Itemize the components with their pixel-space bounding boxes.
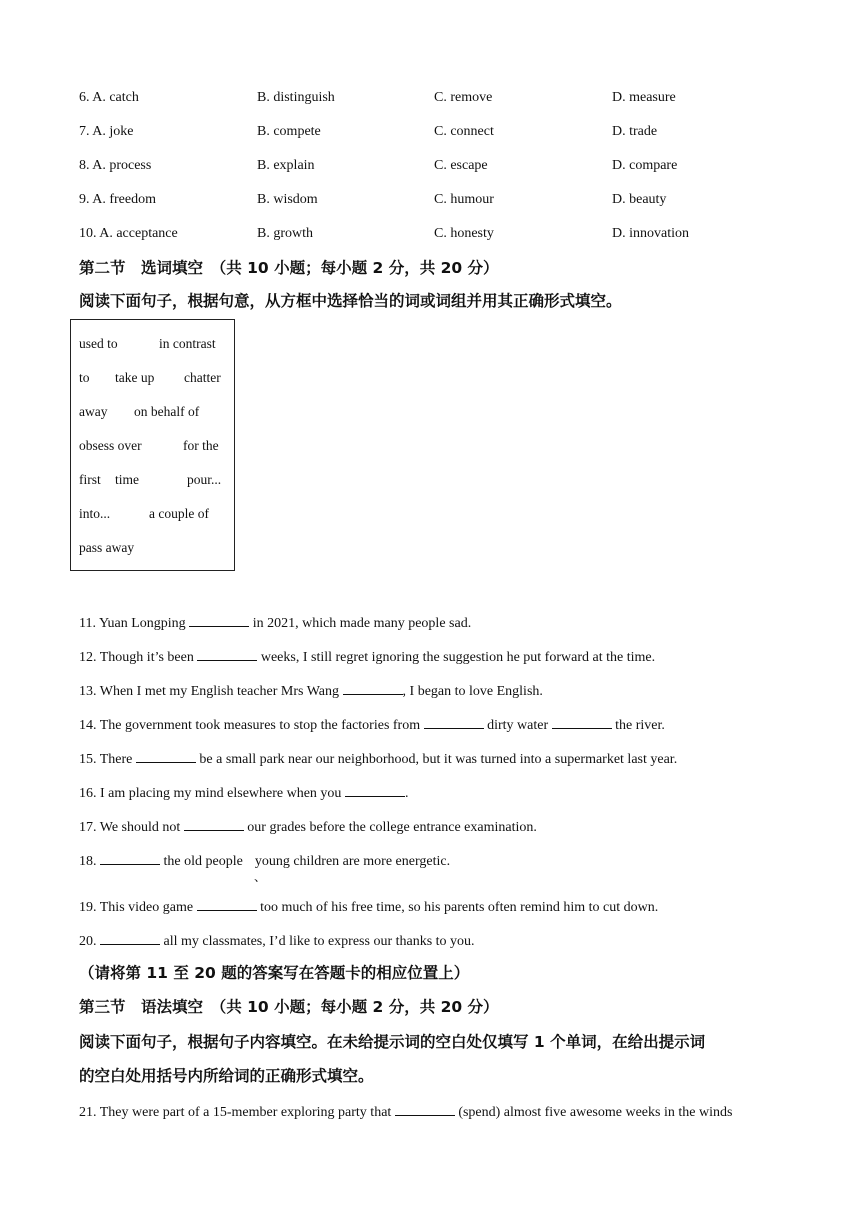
option-d: D. innovation bbox=[612, 226, 689, 241]
question-17 bbox=[79, 818, 537, 836]
option-a: 6. A. catch bbox=[79, 90, 139, 105]
question-text: our grades before the college entrance examination. bbox=[243, 820, 537, 835]
q18-comma: 、 bbox=[254, 870, 267, 884]
answer-blank[interactable] bbox=[189, 614, 249, 627]
section2-instruction: 阅读下面句子，根据句意，从方框中选择恰当的词或词组并用其正确形式填空。 bbox=[79, 292, 622, 310]
question-text: weeks, I still regret ignoring the suggestion he put forward at the time. bbox=[257, 650, 656, 665]
question-13 bbox=[79, 682, 543, 700]
question-11 bbox=[79, 614, 471, 632]
word-item: away bbox=[79, 404, 108, 419]
answer-blank[interactable] bbox=[552, 716, 612, 729]
question-text: 19. This video game bbox=[79, 900, 197, 915]
option-c: C. honesty bbox=[434, 226, 494, 241]
section3-instruction-line2: 的空白处用括号内所给词的正确形式填空。 bbox=[79, 1067, 374, 1085]
section3-heading: 第三节 语法填空 （共 10 小题；每小题 2 分，共 20 分） bbox=[79, 998, 499, 1016]
word-item: first bbox=[79, 472, 101, 487]
question-text: 11. Yuan Longping bbox=[79, 616, 190, 631]
question-text: (spend) almost five awesome weeks in the winds bbox=[454, 1105, 733, 1120]
answer-blank[interactable] bbox=[424, 716, 484, 729]
option-d: D. trade bbox=[612, 124, 658, 139]
answer-blank[interactable] bbox=[343, 682, 403, 695]
question-text: the old people bbox=[160, 854, 243, 869]
question-14 bbox=[79, 716, 665, 734]
option-a: 10. A. acceptance bbox=[79, 226, 178, 241]
option-b: B. wisdom bbox=[257, 192, 318, 207]
word-item: pour... bbox=[187, 472, 222, 487]
question-text: 18. bbox=[79, 854, 100, 869]
option-c: C. escape bbox=[434, 158, 488, 173]
word-item: for the bbox=[183, 438, 219, 453]
section3-instruction-line1: 阅读下面句子，根据句子内容填空。在未给提示词的空白处仅填写 1 个单词，在给出提示词 bbox=[79, 1033, 706, 1051]
answer-blank[interactable] bbox=[197, 898, 257, 911]
question-text: 16. I am placing my mind elsewhere when you bbox=[79, 786, 345, 801]
word-item: chatter bbox=[184, 370, 221, 385]
word-item: to bbox=[79, 370, 90, 385]
option-a: 9. A. freedom bbox=[79, 192, 156, 207]
question-text: young children are more energetic. bbox=[254, 854, 451, 869]
word-item: into... bbox=[79, 506, 111, 521]
question-text: all my classmates, I’d like to express our thanks to you. bbox=[160, 934, 475, 949]
answer-sheet-note: （请将第 11 至 20 题的答案写在答题卡的相应位置上） bbox=[79, 964, 470, 982]
word-item: used to bbox=[79, 336, 118, 351]
word-item: take up bbox=[115, 370, 155, 385]
question-20 bbox=[79, 932, 475, 950]
question-text: 12. Though it’s been bbox=[79, 650, 198, 665]
question-text: the river. bbox=[611, 718, 665, 733]
question-text: 14. The government took measures to stop the factories from bbox=[79, 718, 424, 733]
answer-blank[interactable] bbox=[197, 648, 257, 661]
question-text: 17. We should not bbox=[79, 820, 184, 835]
answer-blank[interactable] bbox=[136, 750, 196, 763]
section2-heading: 第二节 选词填空 （共 10 小题；每小题 2 分，共 20 分） bbox=[79, 259, 499, 277]
option-b: B. growth bbox=[257, 226, 313, 241]
option-c: C. connect bbox=[434, 124, 494, 139]
answer-blank[interactable] bbox=[395, 1103, 455, 1116]
question-text: be a small park near our neighborhood, but it was turned into a supermarket last year. bbox=[195, 752, 678, 767]
answer-blank[interactable] bbox=[184, 818, 244, 831]
option-d: D. measure bbox=[612, 90, 676, 105]
option-b: B. distinguish bbox=[257, 90, 335, 105]
answer-blank[interactable] bbox=[100, 852, 160, 865]
question-12 bbox=[79, 648, 655, 666]
option-b: B. explain bbox=[257, 158, 315, 173]
question-text: too much of his free time, so his parents often remind him to cut down. bbox=[256, 900, 659, 915]
question-text: . bbox=[404, 786, 409, 801]
word-item: pass away bbox=[79, 540, 135, 555]
word-item: on behalf of bbox=[134, 404, 200, 419]
question-text: 21. They were part of a 15-member exploring party that bbox=[79, 1105, 395, 1120]
question-19 bbox=[79, 898, 658, 916]
word-item: in contrast bbox=[159, 336, 216, 351]
option-c: C. remove bbox=[434, 90, 493, 105]
option-a: 7. A. joke bbox=[79, 124, 134, 139]
question-text: , I began to love English. bbox=[402, 684, 543, 699]
word-item: obsess over bbox=[79, 438, 142, 453]
question-15 bbox=[79, 750, 677, 768]
answer-blank[interactable] bbox=[345, 784, 405, 797]
word-box bbox=[70, 319, 235, 571]
word-item: time bbox=[115, 472, 139, 487]
question-text: in 2021, which made many people sad. bbox=[249, 616, 472, 631]
question-text: 15. There bbox=[79, 752, 136, 767]
option-a: 8. A. process bbox=[79, 158, 152, 173]
option-d: D. beauty bbox=[612, 192, 667, 207]
answer-blank[interactable] bbox=[100, 932, 160, 945]
option-c: C. humour bbox=[434, 192, 494, 207]
question-21 bbox=[79, 1103, 732, 1121]
option-b: B. compete bbox=[257, 124, 321, 139]
question-text: dirty water bbox=[483, 718, 552, 733]
question-16 bbox=[79, 784, 408, 802]
option-d: D. compare bbox=[612, 158, 678, 173]
question-text: 13. When I met my English teacher Mrs Wang bbox=[79, 684, 343, 699]
word-item: a couple of bbox=[149, 506, 209, 521]
question-text: 20. bbox=[79, 934, 100, 949]
